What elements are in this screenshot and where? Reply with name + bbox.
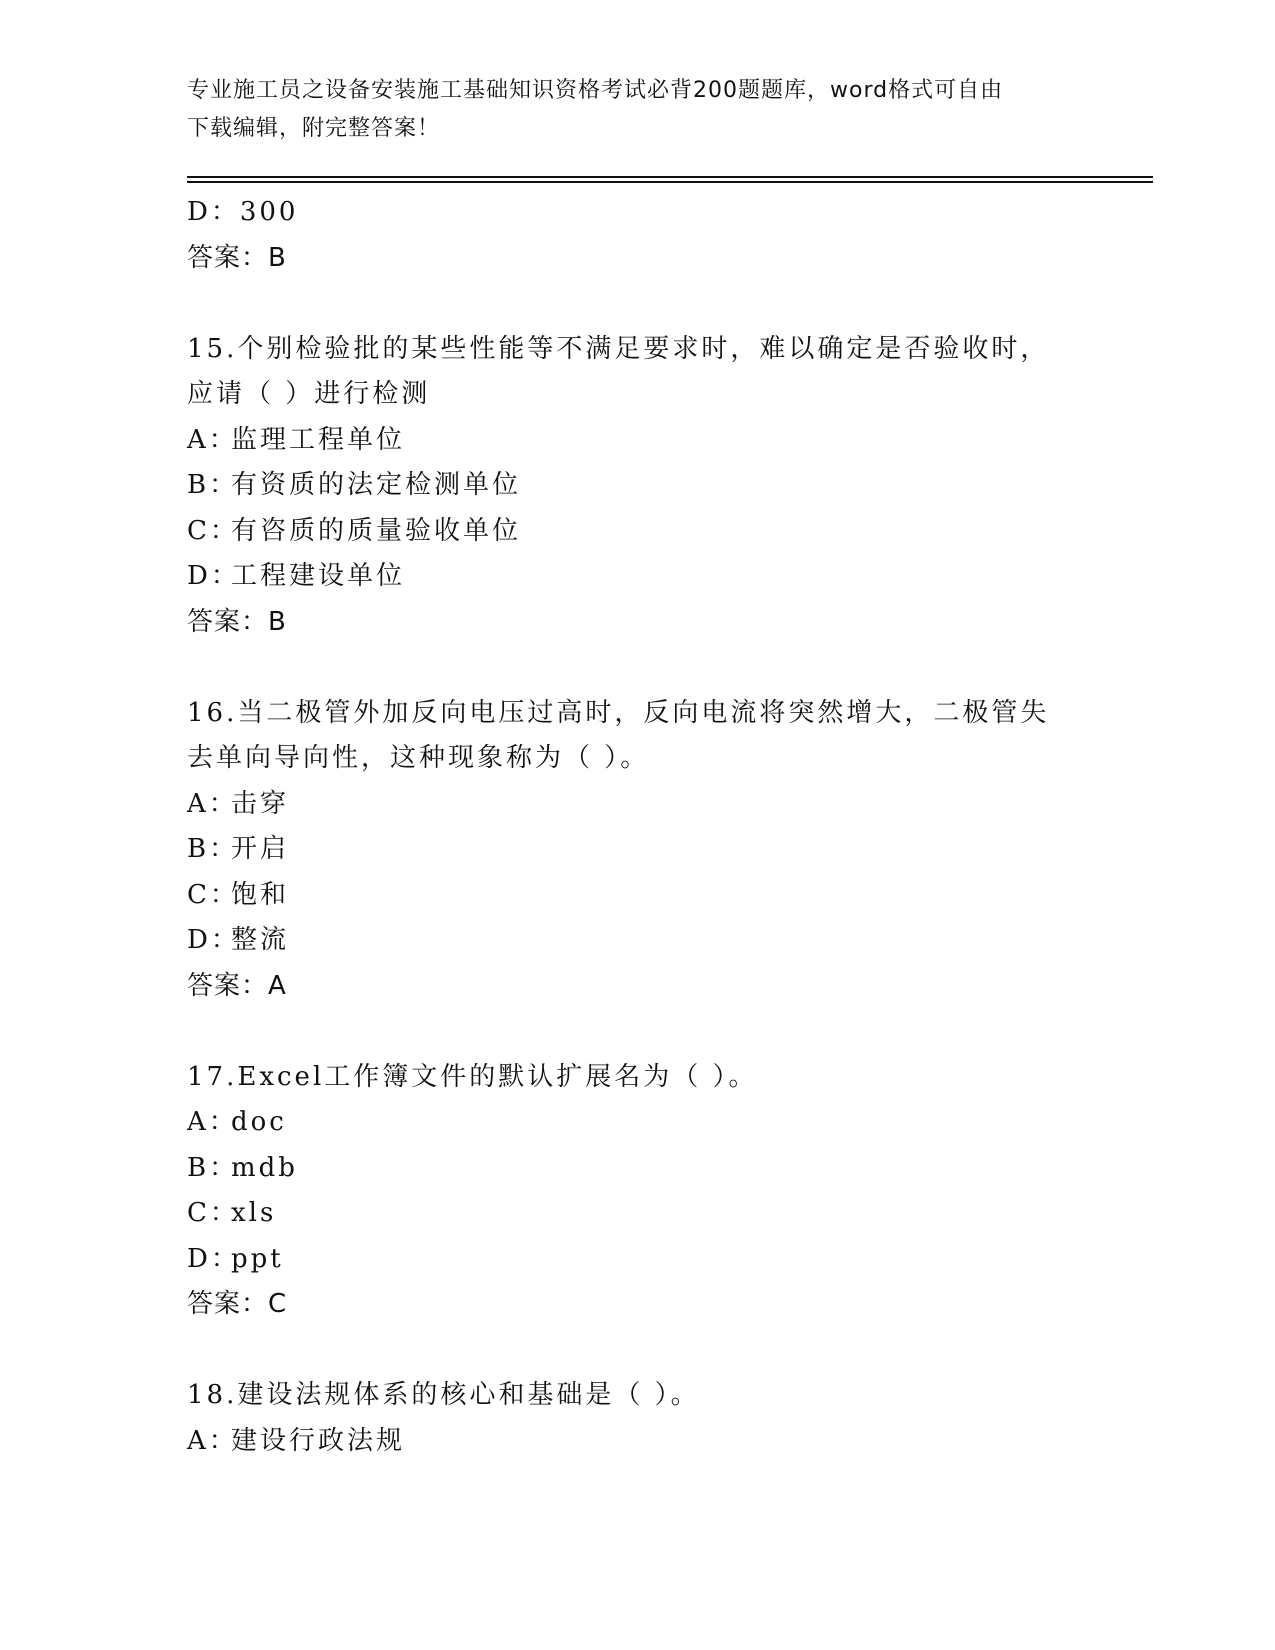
document-header xyxy=(187,72,1087,148)
option-label: D： xyxy=(187,1243,240,1274)
option-text: mdb xyxy=(231,1152,298,1183)
question-text: 15.个别检验批的某些性能等不满足要求时，难以确定是否验收时，应请（ ）进行检测 xyxy=(187,333,1050,409)
option-text: ppt xyxy=(231,1243,284,1274)
option-text: 饱和 xyxy=(231,879,290,910)
question-18 xyxy=(187,1373,1087,1464)
option-text: xls xyxy=(231,1198,277,1228)
option-a xyxy=(187,1100,1087,1146)
option-d xyxy=(187,554,1087,600)
header-rule-top xyxy=(187,176,1153,178)
option-label: A： xyxy=(187,1107,238,1137)
option-text: 建设行政法规 xyxy=(231,1425,406,1456)
option-label: A： xyxy=(187,788,238,819)
option-label: B： xyxy=(187,1152,239,1183)
question-answer: 答案：A xyxy=(187,970,287,1001)
question-16 xyxy=(187,691,1087,1010)
option-a xyxy=(187,782,1087,828)
option-label: C： xyxy=(187,515,239,546)
option-label: B： xyxy=(187,470,239,500)
header-title-line-1: 专业施工员之设备安装施工基础知识资格考试必背200题题库，word格式可自由 xyxy=(187,78,1004,103)
option-d xyxy=(187,918,1087,964)
option-c xyxy=(187,509,1087,555)
previous-question-answer: 答案：B xyxy=(187,242,287,273)
option-text: 有咨质的质量验收单位 xyxy=(231,515,522,546)
option-text: 击穿 xyxy=(231,788,290,819)
question-17 xyxy=(187,1055,1087,1328)
option-label: C： xyxy=(187,1198,239,1228)
previous-question-option-d: D：300 xyxy=(187,197,299,227)
option-text: 工程建设单位 xyxy=(231,561,406,591)
option-a xyxy=(187,418,1087,464)
question-text: 17.Excel工作簿文件的默认扩展名为（ ）。 xyxy=(187,1061,758,1092)
spacer xyxy=(187,281,1087,327)
option-label: D： xyxy=(187,561,240,591)
header-title-line-2: 下载编辑，附完整答案！ xyxy=(187,116,441,141)
option-c xyxy=(187,1191,1087,1237)
document-body xyxy=(187,190,1087,1464)
spacer xyxy=(187,1009,1087,1055)
question-text: 16.当二极管外加反向电压过高时，反向电流将突然增大，二极管失去单向导向性，这种现象称为（ ）。 xyxy=(187,697,1050,773)
spacer xyxy=(187,1328,1087,1374)
header-rule-bottom xyxy=(187,181,1153,183)
option-text: 整流 xyxy=(231,925,290,955)
option-d xyxy=(187,1237,1087,1283)
option-b xyxy=(187,827,1087,873)
option-c xyxy=(187,873,1087,919)
spacer xyxy=(187,645,1087,691)
question-answer: 答案：C xyxy=(187,1289,288,1319)
option-text: 有资质的法定检测单位 xyxy=(231,470,522,500)
option-b xyxy=(187,1146,1087,1192)
question-text: 18.建设法规体系的核心和基础是（ ）。 xyxy=(187,1380,700,1410)
option-label: D： xyxy=(187,925,240,955)
option-label: A： xyxy=(187,1425,238,1456)
option-label: B： xyxy=(187,834,239,864)
option-label: C： xyxy=(187,879,239,910)
option-text: doc xyxy=(231,1107,287,1137)
option-a xyxy=(187,1419,1087,1465)
option-text: 开启 xyxy=(231,834,290,864)
question-15 xyxy=(187,327,1087,646)
question-answer: 答案：B xyxy=(187,606,287,637)
option-label: A： xyxy=(187,424,238,455)
option-text: 监理工程单位 xyxy=(231,424,406,455)
option-b xyxy=(187,463,1087,509)
